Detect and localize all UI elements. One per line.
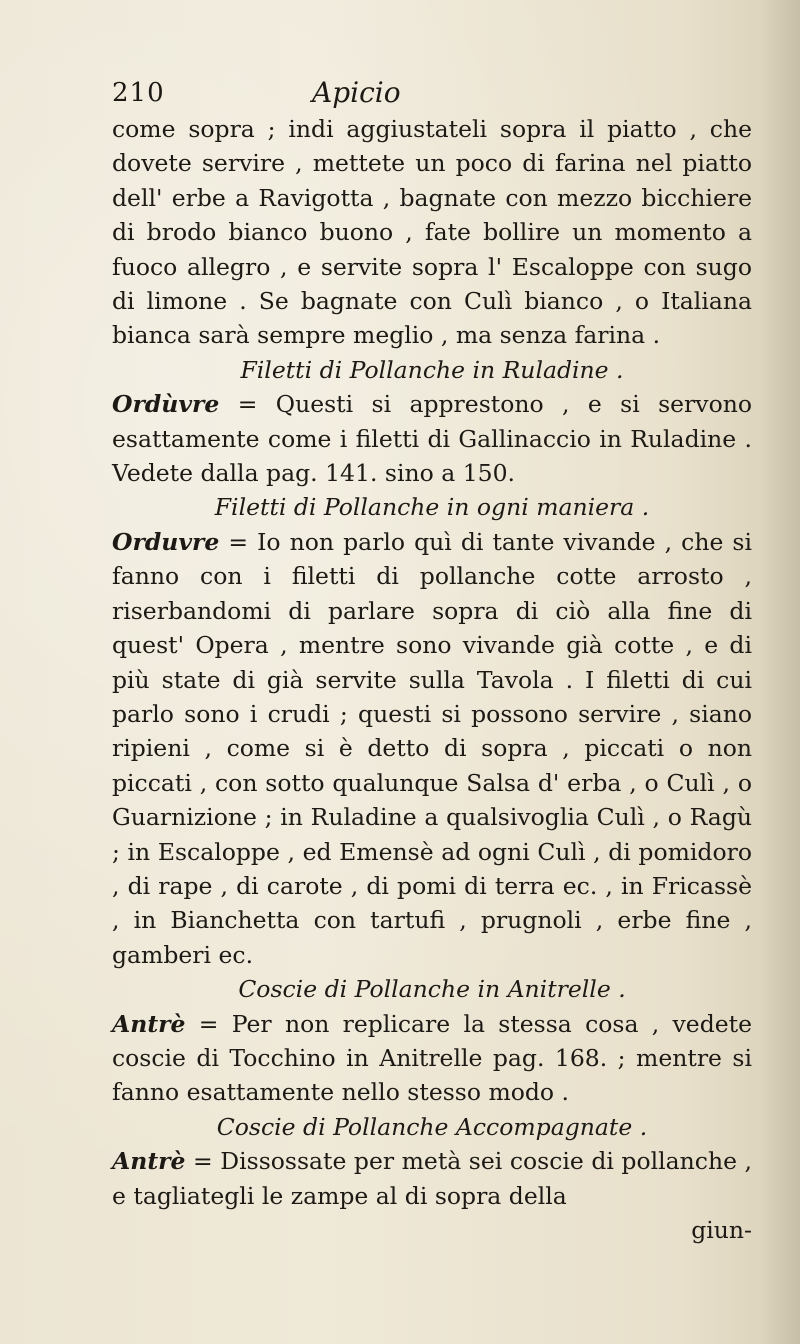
recipe-heading: Filetti di Pollanche in ogni maniera .: [214, 493, 650, 522]
recipe-text: = Per non replicare la stessa cosa , vedete coscie di Tocchino in Anitrelle pag. 168. ; mentre si fanno esattamente nello stesso modo .: [112, 1009, 752, 1107]
course-term: Ordùvre: [112, 390, 220, 419]
recipe-text: = Dissossate per metà sei coscie di pollanche , e tagliategli le zampe al di sopra della: [112, 1147, 752, 1210]
paragraph-continuation: come sopra ; indi aggiustateli sopra il piatto , che dovete servire , mettete un poco di farina nel piatto dell' erbe a Ravigotta , bagnate con mezzo bicchiere di brodo bianco buono , fate bollire un momento a fuoco allegro , e servite sopra l' Escaloppe con sugo di limone . Se bagnate con Culì bianco , o Italiana bianca sarà sempre meglio , ma senza farina .: [112, 115, 752, 350]
recipe-heading: Filetti di Pollanche in Ruladine .: [240, 355, 624, 384]
running-title: Apicio: [312, 76, 401, 109]
recipe-entry: [112, 1144, 752, 1213]
catchword: giun-: [691, 1216, 752, 1244]
course-term: Antrè: [112, 1147, 186, 1176]
body-text: [112, 112, 752, 1247]
course-term: Orduvre: [112, 527, 220, 556]
recipe-heading: Coscie di Pollanche in Anitrelle .: [238, 975, 626, 1004]
recipe-text: = Questi si apprestono , e si servono esattamente come i filetti di Gallinaccio in Ruladine . Vedete dalla pag. 141. sino a 150.: [112, 390, 752, 488]
recipe-entry: [112, 525, 752, 972]
course-term: Antrè: [112, 1009, 186, 1038]
recipe-heading: Coscie di Pollanche Accompagnate .: [216, 1112, 648, 1141]
recipe-entry: [112, 387, 752, 490]
recipe-entry: [112, 1007, 752, 1110]
page-number: 210: [112, 78, 165, 108]
page-edge-shadow: [760, 0, 800, 1344]
recipe-text: = Io non parlo quì di tante vivande , che si fanno con i filetti di pollanche cotte arrosto , riserbandomi di parlare sopra di ciò alla fine di quest' Opera , mentre sono vivande già cotte , e di più state di già servite sulla Tavola . I filetti di cui parlo sono i crudi ; questi si possono servire , siano ripieni , come si è detto di sopra , piccati o non piccati , con sotto qualunque Salsa d' erba , o Culì , o Guarnizione ; in Ruladine a qualsivoglia Culì , o Ragù ; in Escaloppe , ed Emensè ad ogni Culì , di pomidoro , di rape , di carote , di pomi di terra ec. , in Fricassè , in Bianchetta con tartufi , prugnoli , erbe fine , gamberi ec.: [112, 527, 752, 969]
